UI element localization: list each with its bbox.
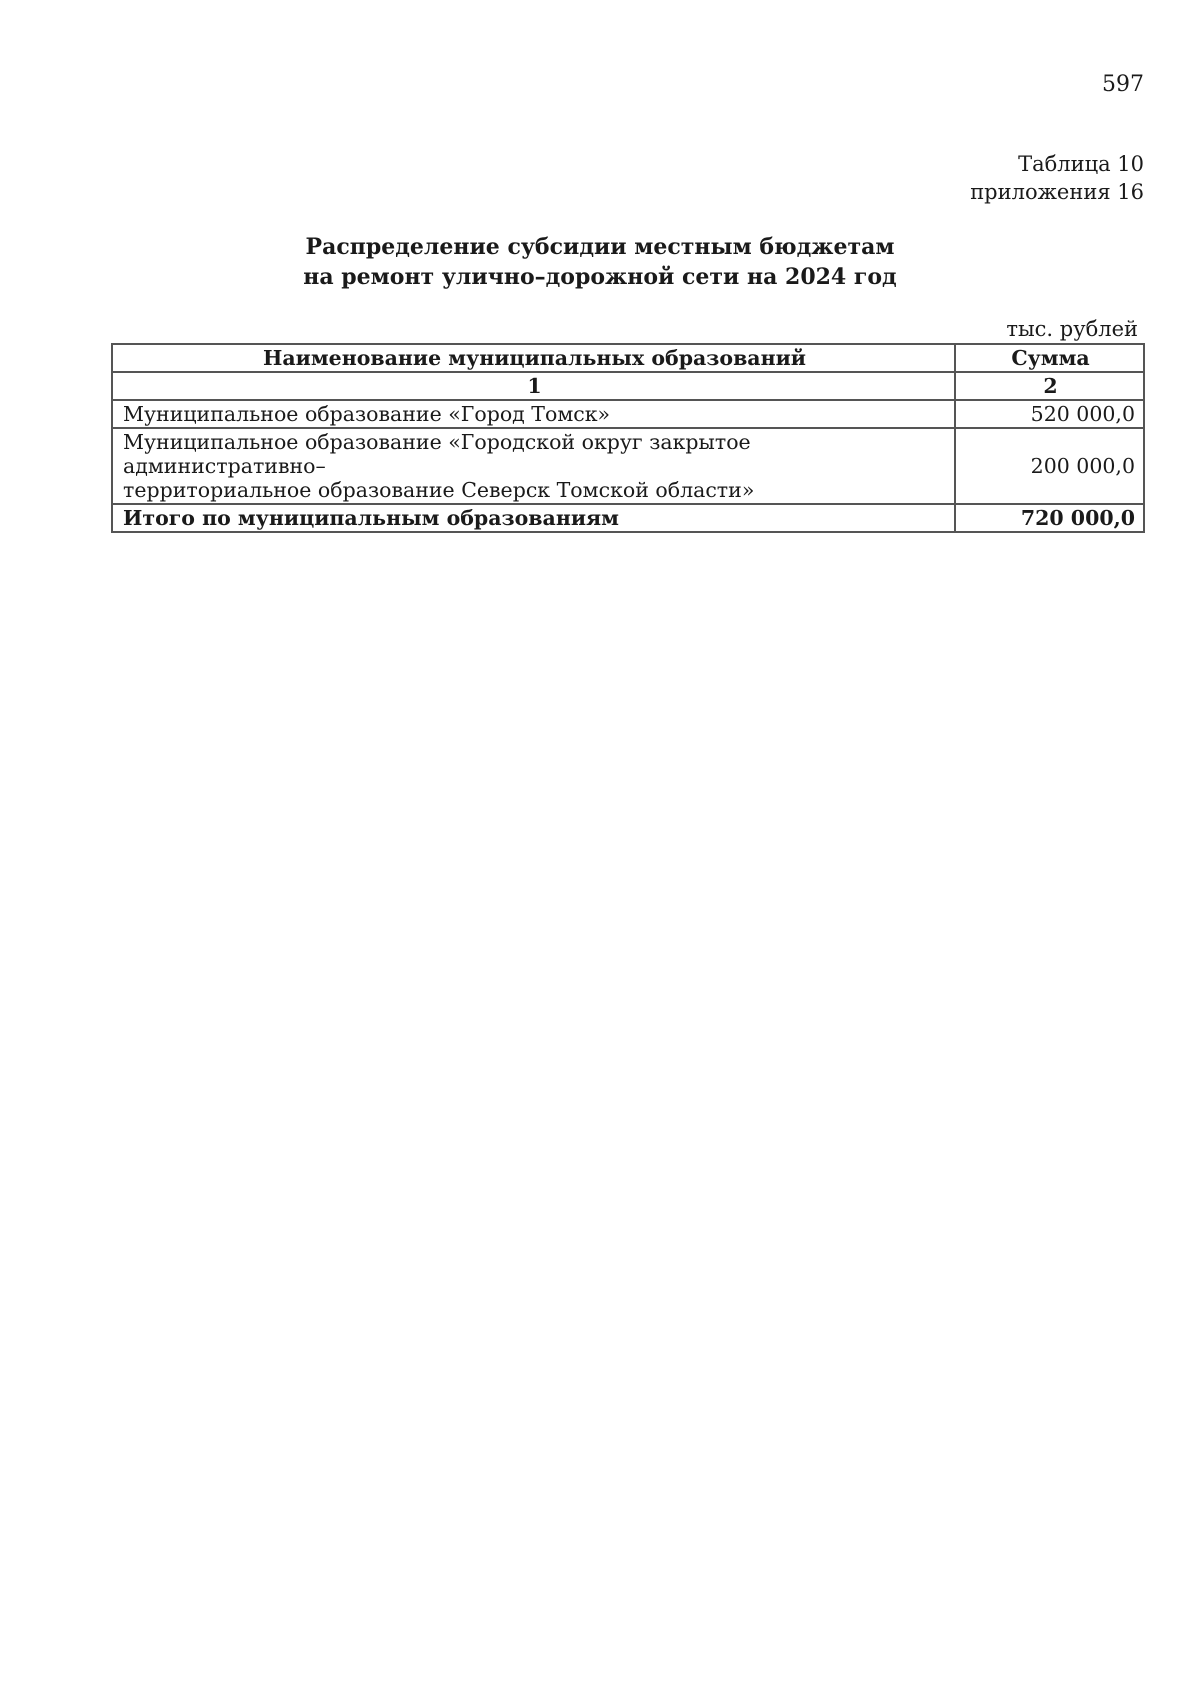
column-number-2: 2 [955, 372, 1144, 400]
row-sum: 520 000,0 [955, 400, 1144, 428]
header-name: Наименование муниципальных образований [112, 344, 955, 372]
row-name: Муниципальное образование «Город Томск» [112, 400, 955, 428]
table-row [112, 400, 1144, 428]
table-reference [970, 150, 1144, 206]
table-header-row [112, 344, 1144, 372]
total-sum: 720 000,0 [955, 504, 1144, 532]
row-name-line2: территориальное образование Северск Томской области» [123, 478, 755, 502]
document-heading [0, 232, 1200, 292]
column-number-row [112, 372, 1144, 400]
heading-line2: на ремонт улично–дорожной сети на 2024 год [303, 264, 897, 290]
table-row [112, 428, 1144, 504]
header-sum: Сумма [955, 344, 1144, 372]
heading-line1: Распределение субсидии местным бюджетам [305, 234, 895, 260]
total-row [112, 504, 1144, 532]
total-label: Итого по муниципальным образованиям [112, 504, 955, 532]
table-reference-line1: Таблица 10 [1018, 152, 1144, 176]
column-number-1: 1 [112, 372, 955, 400]
row-sum: 200 000,0 [955, 428, 1144, 504]
row-name [112, 428, 955, 504]
table-reference-line2: приложения 16 [970, 180, 1144, 204]
row-name-line1: Муниципальное образование «Городской округ закрытое административно– [123, 430, 751, 478]
subsidy-table [111, 343, 1145, 533]
page-number: 597 [1102, 72, 1144, 97]
units-label: тыс. рублей [1006, 317, 1138, 341]
